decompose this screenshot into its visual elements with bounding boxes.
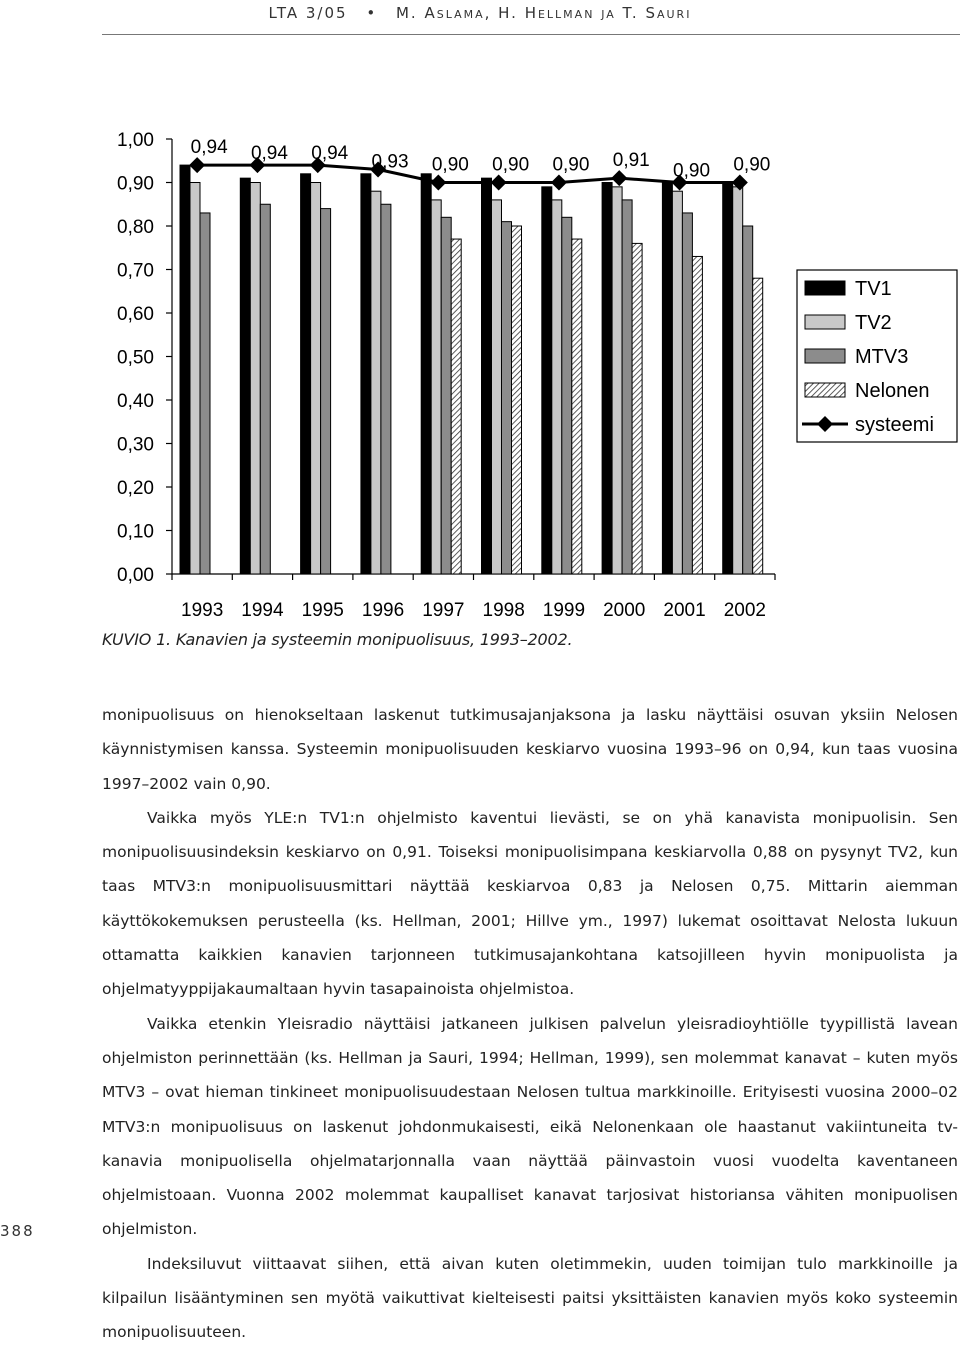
bar-tv2-2002: [733, 187, 743, 574]
paragraph-3: Vaikka etenkin Yleisradio näyttäisi jatkaneen julkisen palvelun yleisradioyhtiölle tyypillistä lavean ohjelmiston perinnettään (ks. Hellman ja Sauri, 1994; Hellman, 1999), sen molemmat kanavat – kuten myös MTV3 – ovat hieman tinkineet monipuolisuudestaan Nelosen tultua markkinoille. Erityisesti vuosina 2000–02 MTV3:n monipuolisuus on laskenut johdonmukaisesti, eikä Nelonenkaan ole haastanut vakiintuneita tv-kanavia monipuolisella ohjelmatarjonnalla vaan näyttää päinvastoin vuosi vuodelta kaventaneen ohjelmistoaan. Vuonna 2002 molemmat kaupalliset kanavat tarjosivat historiansa vähiten monipuolisen ohjelmiston.: [102, 1014, 958, 1239]
y-tick-label: 0,50: [117, 347, 154, 369]
y-tick-label: 0,30: [117, 434, 154, 456]
bar-tv1-1993: [180, 165, 190, 574]
x-tick-label: 2000: [603, 600, 646, 621]
legend-label-mtv3: MTV3: [855, 346, 909, 368]
figure-caption: KUVIO 1. Kanavien ja systeemin monipuolisuus, 1993–2002.: [102, 630, 573, 649]
journal-label: LTA 3/05: [268, 4, 348, 22]
bar-tv1-1994: [240, 178, 250, 574]
running-head: [0, 4, 960, 22]
bar-chart: [0, 110, 960, 630]
data-label-1995: 0,94: [311, 143, 349, 165]
bar-tv1-1998: [482, 178, 492, 574]
data-label-1999: 0,90: [552, 154, 590, 176]
x-tick-label: 1994: [241, 600, 284, 621]
bar-nelonen-1997: [451, 239, 461, 574]
bar-tv2-1993: [190, 183, 200, 575]
bar-tv2-1995: [311, 183, 321, 575]
bar-nelonen-2000: [632, 243, 642, 574]
data-label-1997: 0,90: [431, 154, 469, 176]
bar-tv2-1994: [250, 183, 260, 575]
y-tick-label: 0,20: [117, 478, 154, 499]
bar-nelonen-2001: [692, 256, 702, 574]
y-tick-label: 1,00: [117, 130, 154, 151]
data-label-2000: 0,91: [612, 150, 650, 172]
y-tick-label: 0,90: [117, 173, 154, 195]
bar-tv1-1997: [421, 174, 431, 574]
bar-tv1-1995: [301, 174, 311, 574]
data-label-1998: 0,90: [492, 154, 530, 176]
bar-mtv3-2002: [743, 226, 753, 574]
bar-mtv3-1999: [562, 217, 572, 574]
data-label-1996: 0,93: [371, 151, 409, 173]
data-label-2001: 0,90: [673, 160, 711, 182]
systeemi-marker-1999: [551, 175, 567, 191]
paragraph-4: Indeksiluvut viittaavat siihen, että aivan kuten oletimmekin, uuden toimijan tulo markkinoille ja kilpailun lisääntyminen sen myötä vaikuttivat kielteisesti paitsi yksittäisten kanavien myös koko systeemin monipuolisuuteen.: [102, 1254, 958, 1342]
y-tick-label: 0,00: [117, 565, 154, 586]
bar-mtv3-2001: [682, 213, 692, 574]
legend-swatch-tv1: [805, 281, 845, 295]
bar-tv1-1999: [542, 187, 552, 574]
x-tick-label: 1996: [361, 600, 405, 621]
legend-swatch-tv2: [805, 315, 845, 329]
bar-nelonen-2002: [753, 278, 763, 574]
legend-swatch-mtv3: [805, 349, 845, 363]
bar-tv2-1998: [492, 200, 502, 574]
bar-tv2-2001: [672, 191, 682, 574]
body-text: [102, 698, 958, 1350]
bar-tv1-2002: [723, 183, 733, 575]
authors-label: M. Aslama, H. Hellman ja T. Sauri: [395, 4, 692, 22]
paragraph-1: monipuolisuus on hienokseltaan laskenut tutkimusajanjaksona ja lasku näyttäisi osuvan yksiin Nelosen käynnistymisen kanssa. Systeemin monipuolisuuden keskiarvo vuosina 1993–96 on 0,94, kun taas vuosina 1997–2002 vain 0,90.: [102, 706, 958, 793]
bar-tv2-2000: [612, 187, 622, 574]
data-label-1994: 0,94: [250, 143, 288, 165]
y-tick-label: 0,60: [117, 304, 154, 325]
page-number: 388: [0, 1222, 35, 1240]
y-tick-label: 0,80: [117, 217, 154, 238]
bar-nelonen-1999: [572, 239, 582, 574]
systeemi-marker-1998: [491, 175, 507, 191]
bar-mtv3-1993: [200, 213, 210, 574]
x-tick-label: 1995: [301, 600, 344, 621]
y-tick-label: 0,70: [117, 260, 154, 282]
legend-swatch-nelonen: [805, 383, 845, 397]
bar-mtv3-1998: [502, 222, 512, 574]
bar-mtv3-1994: [260, 204, 270, 574]
y-tick-label: 0,40: [117, 391, 154, 412]
data-label-1993: 0,94: [190, 137, 228, 159]
legend-label-tv2: TV2: [855, 312, 892, 334]
bar-tv2-1996: [371, 191, 381, 574]
x-tick-label: 2001: [663, 600, 706, 621]
systeemi-marker-1993: [189, 157, 205, 173]
x-tick-label: 1999: [542, 600, 586, 621]
legend: [797, 270, 957, 442]
paragraph-2: Vaikka myös YLE:n TV1:n ohjelmisto kaventui lievästi, se on yhä kanavista monipuolisin. Sen monipuolisuusindeksin keskiarvo on 0,91. Toiseksi monipuolisimpana keskiarvolla 0,88 on pysynyt TV2, kun taas MTV3:n monipuolisuusmittari näyttää keskiarvoa 0,83 ja Nelosen 0,75. Mittarin aiemman käyttökokemuksen perusteella (ks. Hellman, 2001; Hillve ym., 1997) lukemat osoittavat Nelosta lukuun ottamatta kaikkien kanavien tarjonneen tutkimusajankohtana katsojilleen hyvin monipuolista ja ohjelmatyyppijakaumaltaan hyvin tasapainoista ohjelmistoa.: [102, 808, 958, 999]
bar-mtv3-1995: [321, 209, 331, 574]
bar-nelonen-1998: [512, 226, 522, 574]
legend-label-tv1: TV1: [855, 278, 892, 300]
bars: [180, 165, 763, 574]
bar-tv2-1999: [552, 200, 562, 574]
legend-label-systeemi: systeemi: [855, 414, 934, 436]
header-rule: [102, 34, 960, 35]
systeemi-marker-1997: [430, 175, 446, 191]
legend-label-nelonen: Nelonen: [855, 380, 930, 402]
bar-mtv3-1997: [441, 217, 451, 574]
x-tick-label: 1997: [422, 600, 465, 621]
bar-tv1-2001: [662, 183, 672, 575]
bar-mtv3-2000: [622, 200, 632, 574]
data-labels: [191, 137, 771, 181]
data-label-2002: 0,90: [733, 154, 771, 176]
x-tick-label: 2002: [723, 600, 766, 621]
systeemi-marker-2000: [611, 170, 627, 186]
bar-mtv3-1996: [381, 204, 391, 574]
bar-tv2-1997: [431, 200, 441, 574]
x-tick-label: 1998: [482, 600, 525, 621]
y-tick-label: 0,10: [117, 521, 154, 543]
bar-tv1-2000: [602, 183, 612, 575]
bullet-separator: •: [366, 4, 378, 22]
bar-tv1-1996: [361, 174, 371, 574]
x-tick-label: 1993: [181, 600, 224, 621]
